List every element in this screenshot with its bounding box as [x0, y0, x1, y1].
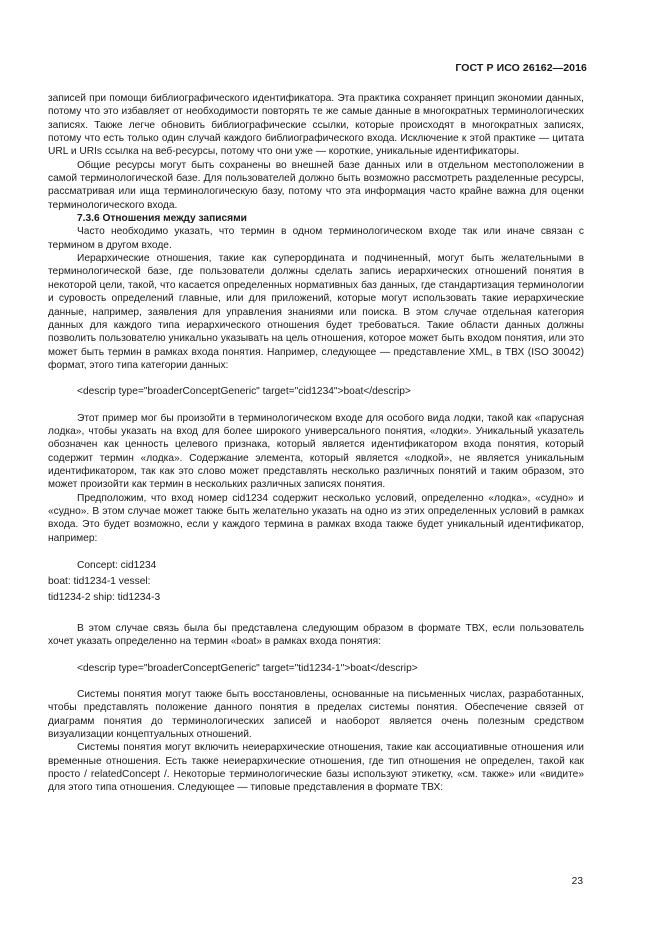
paragraph: записей при помощи библиографического идентификатора. Эта практика сохраняет принцип экономии данных, потому что это избавляет от необходимости повторять те же самые данные в многократных терминологических записях. Также легче обновить библиографические ссылки, которые происходят в многократных записях, потому что есть только один случай каждого библиографического входа. Исключение к этой практике — цитата URL и URIs ссылка на веб-ресурсы, потому что они уже — короткие, уникальные идентификаторы.: [48, 93, 584, 158]
code-example: Concept: cid1234: [77, 560, 157, 571]
paragraph: Общие ресурсы могут быть сохранены во внешней базе данных или в отдельном местоположении в самой терминологической базе. Для пользователей должно быть возможно рассмотреть разделенные ресурсы, рассматривая или ища терминологическую базу, потому что эта информация часто крайне важна для оценки терминологического входа.: [48, 159, 584, 211]
code-example: <descrip type="broaderConceptGeneric" target="tid1234-1">boat</descrip>: [77, 662, 418, 674]
paragraph: Этот пример мог бы произойти в терминологическом входе для особого вида лодки, такой как «парусная лодка», чтобы указать на вход для более широкого универсального понятия, «лодки». Уникальный указатель обозначен как ценность целевого признака, который является идентификатором входа понятия, который содержит термин «лодка». Содержание элемента, который является «лодкой», не является уникальным идентификатором, так как это слово может представлять несколько различных понятий и таким образом, это может произойти как термин в нескольких различных записях понятия.: [48, 412, 584, 491]
page-number: 23: [571, 876, 583, 887]
paragraph: Иерархические отношения, такие как суперордината и подчиненный, могут быть желательными в терминологической базе, где пользователи должны сделать запись иерархических отношений понятия в некоторой цели, такой, что касается определенных нормативных баз данных, где стандартизация терминологии и суровость определений главные, или для приложений, которые могут использовать такие иерархические данные, например, заявления для управления знаниями или поиска. В этом случае отдельная категория данных для каждого типа иерархического отношения будет требоваться. Такие области данных должны позволить пользователю уникально указывать на цель отношения, которое может быть входом понятия, или это может быть термин в рамках входа понятия. Например, следующее — представление XML, в ТВХ (ISO 30042) формат, этого типа категории данных:: [48, 253, 584, 371]
code-example: <descrip type="broaderConceptGeneric" target="cid1234">boat</descrip>: [77, 386, 411, 398]
code-example: tid1234-2 ship: tid1234-3: [48, 592, 161, 603]
paragraph: Предположим, что вход номер cid1234 содержит несколько условий, определенно «лодка», «судно» и «судно». В этом случае может также быть желательно указать на одно из этих определенных условий в рамках входа. Это будет возможно, если у каждого термина в рамках входа также будет уникальный идентификатор, например:: [48, 492, 584, 544]
document-body: [48, 92, 584, 795]
paragraph: Часто необходимо указать, что термин в одном терминологическом входе так или иначе связан с термином в другом входе.: [48, 226, 584, 251]
paragraph: В этом случае связь была бы представлена следующим образом в формате ТВХ, если пользователь хочет указать определенно на термин «boat» в рамках входа понятия:: [48, 623, 584, 648]
code-example: boat: tid1234-1 vessel:: [48, 576, 151, 587]
section-heading: 7.3.6 Отношения между записями: [77, 213, 247, 225]
paragraph: Системы понятия могут также быть восстановлены, основанные на письменных числах, разработанных, чтобы представлять положение данного понятия в пределах системы понятия. Обеспечение связей от диаграмм понятия до терминологических записей и наоборот является очень полезным средством визуализации концептуальных отношений.: [48, 689, 584, 741]
document-header: ГОСТ Р ИСО 26162—2016: [455, 62, 587, 74]
paragraph: Системы понятия могут включить неиерархические отношения, такие как ассоциативные отношения или временные отношения. Есть также неиерархические отношения, где тип отношения не определен, такой как просто / relatedConcept /. Некоторые терминологические базы используют этикетку, «см. также» или «видите» для этого типа отношения. Следующее — типовые представления в формате ТВХ:: [48, 742, 584, 794]
